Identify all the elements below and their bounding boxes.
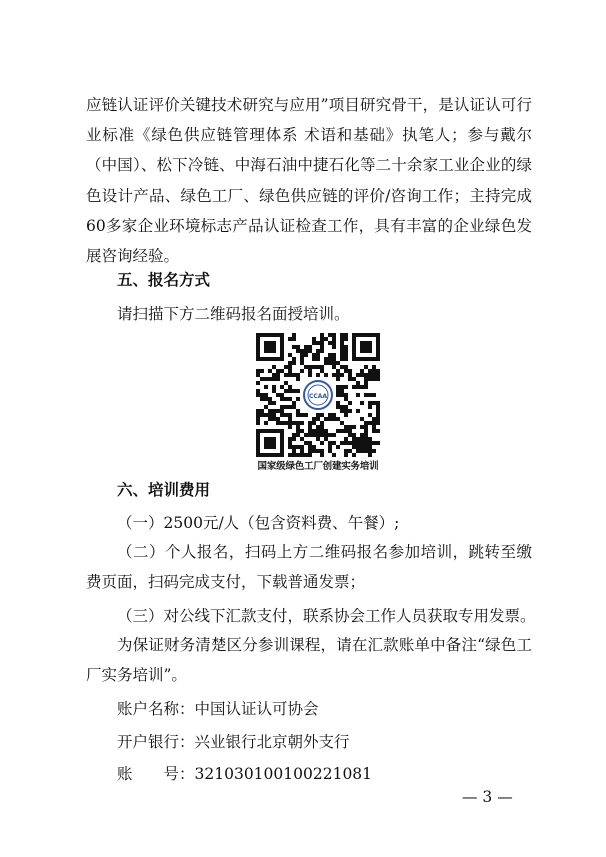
section5-text: 请扫描下方二维码报名面授培训。 — [117, 305, 350, 323]
qr-center-logo — [302, 379, 334, 411]
fee-item-3: （三）对公线下汇款支付，联系协会工作人员获取专用发票。 — [117, 607, 536, 625]
account-name-row — [117, 697, 319, 719]
bank-row — [117, 730, 350, 752]
account-name-value: 中国认证认可协会 — [194, 700, 319, 718]
account-number-label: 账 号： — [117, 765, 195, 783]
fee-item-1: （一）2500元/人（包含资料费、午餐）; — [117, 514, 400, 532]
remittance-note: 为保证财务清楚区分参训课程，请在汇款账单中备注“绿色工厂实务培训”。 — [86, 636, 532, 685]
account-name-label: 账户名称： — [117, 700, 195, 718]
qr-caption: 国家级绿色工厂创建实务培训 — [257, 461, 379, 472]
intro-paragraph: 应链认证评价关键技术研究与应用”项目研究骨干，是认证认可行业标准《绿色供应链管理体系 术语和基础》执笔人；参与戴尔（中国）、松下冷链、中海石油中捷石化等二十余家工业企业的绿色设计产品、绿色工厂、绿色供应链的评价/咨询工作；主持完成 60多家企业环境标志产品认证检查工作，具有丰富的企业绿色发展咨询经验。 — [86, 96, 532, 266]
bank-value: 兴业银行北京朝外支行 — [194, 733, 350, 751]
bank-label: 开户银行： — [117, 733, 195, 751]
registration-qr-code[interactable] — [256, 333, 380, 457]
section6-heading: 六、培训费用 — [117, 481, 211, 499]
account-number-row — [117, 762, 372, 784]
fee-item-2: （二）个人报名，扫码上方二维码报名参加培训，跳转至缴费页面，扫码完成支付，下载普通发票； — [86, 543, 532, 592]
account-number-value: 321030100100221081 — [194, 765, 373, 783]
page-number: — 3 — — [462, 788, 513, 806]
qr-finder-bottom-left — [256, 429, 284, 457]
qr-logo-text: CCAA — [308, 393, 328, 400]
qr-code-icon — [256, 333, 380, 457]
qr-finder-top-right — [352, 333, 380, 361]
qr-finder-top-left — [256, 333, 284, 361]
section5-heading: 五、报名方式 — [117, 271, 211, 289]
